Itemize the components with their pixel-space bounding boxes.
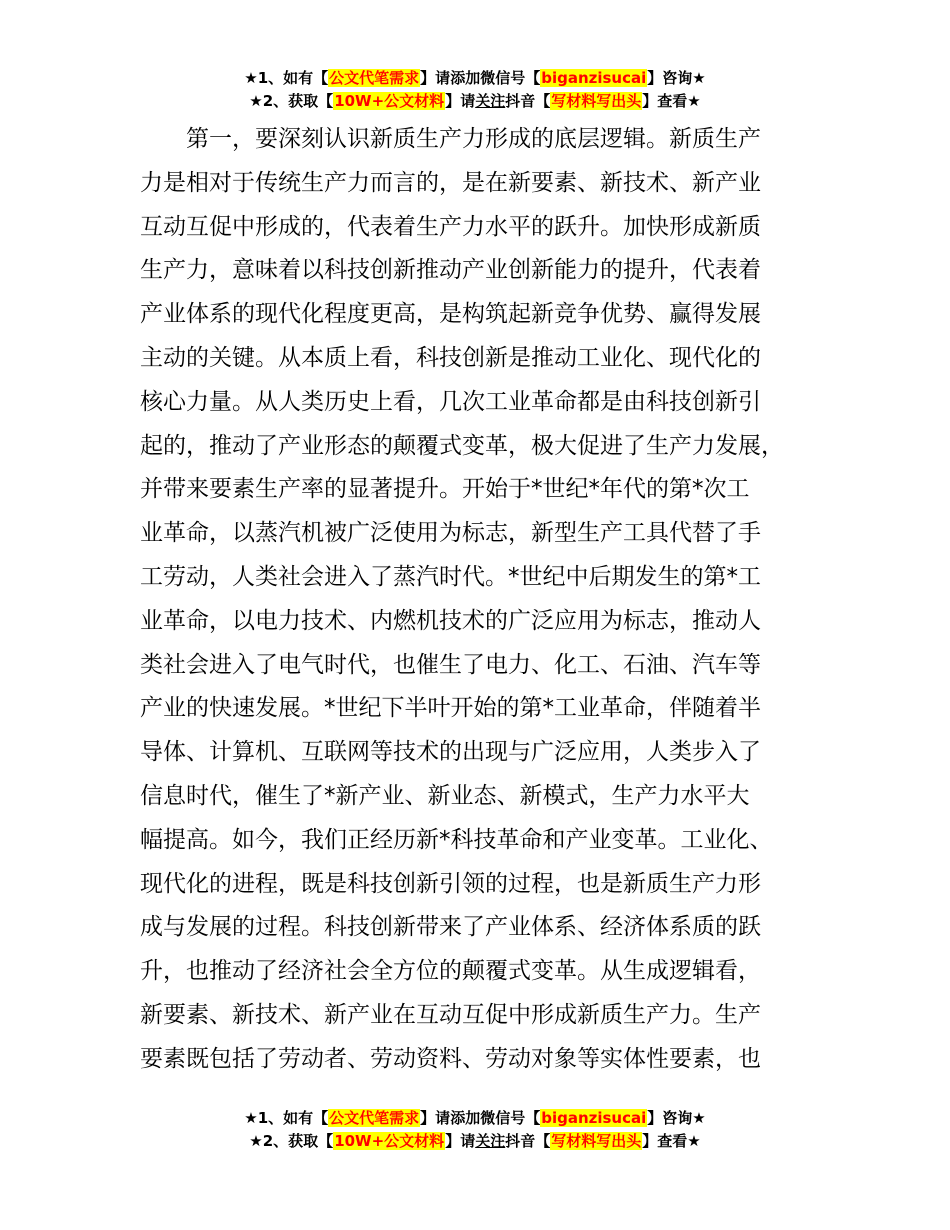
body-line: 产业体系的现代化程度更高，是构筑起新竞争优势、赢得发展 [140,301,761,328]
body-line: 类社会进入了电气时代，也催生了电力、化工、石油、汽车等 [140,651,761,678]
highlight-wechat-id: biganzisucai [541,1109,647,1127]
body-line: 新要素、新技术、新产业在互动互促中形成新质生产力。生产 [140,1001,761,1028]
header-line-2: ★2、获取【10W+公文材料】请关注抖音【写材料写出头】查看★ [249,92,701,110]
document-body [140,118,830,1082]
body-line: 产业的快速发展。*世纪下半叶开始的第*工业革命，伴随着半 [140,695,761,722]
highlight-materials: 10W+公文材料 [334,92,445,110]
body-line: 工劳动，人类社会进入了蒸汽时代。*世纪中后期发生的第*工 [140,563,761,590]
body-line: 升，也推动了经济社会全方位的颠覆式变革。从生成逻辑看， [140,958,761,985]
body-line: 业革命，以电力技术、内燃机技术的广泛应用为标志，推动人 [140,607,761,634]
highlight-douyin-account: 写材料写出头 [551,1132,642,1150]
body-line: 成与发展的过程。科技创新带来了产业体系、经济体系质的跃 [140,914,761,941]
body-line: 互动互促中形成的，代表着生产力水平的跃升。加快形成新质 [140,213,761,240]
body-line: 幅提高。如今，我们正经历新*科技革命和产业变革。工业化、 [140,826,773,853]
body-line: 起的，推动了产业形态的颠覆式变革，极大促进了生产力发展， [140,432,784,459]
footer-line-2: ★2、获取【10W+公文材料】请关注抖音【写材料写出头】查看★ [249,1132,701,1150]
body-line: 核心力量。从人类历史上看，几次工业革命都是由科技创新引 [140,388,761,415]
body-line: 现代化的进程，既是科技创新引领的过程，也是新质生产力形 [140,870,761,897]
body-line: 并带来要素生产率的显著提升。开始于*世纪*年代的第*次工 [140,476,750,503]
body-line: 要素既包括了劳动者、劳动资料、劳动对象等实体性要素，也 [140,1045,761,1072]
body-line: 力是相对于传统生产力而言的，是在新要素、新技术、新产业 [140,169,761,196]
highlight-materials: 10W+公文材料 [334,1132,445,1150]
highlight-wechat-id: biganzisucai [541,69,647,87]
highlight-douyin-account: 写材料写出头 [551,92,642,110]
body-line: 信息时代，催生了*新产业、新业态、新模式，生产力水平大 [140,782,750,809]
header-line-1: ★1、如有【公文代笔需求】请添加微信号【biganzisucai】咨询★ [244,69,706,87]
highlight-ghostwriting: 公文代笔需求 [329,1109,420,1127]
footer-banner [0,1107,950,1153]
body-line: 生产力，意味着以科技创新推动产业创新能力的提升，代表着 [140,257,761,284]
header-banner [0,67,950,113]
body-line: 第一，要深刻认识新质生产力形成的底层逻辑。新质生产 [140,126,761,152]
footer-line-1: ★1、如有【公文代笔需求】请添加微信号【biganzisucai】咨询★ [244,1109,706,1127]
highlight-ghostwriting: 公文代笔需求 [329,69,420,87]
body-line: 业革命，以蒸汽机被广泛使用为标志，新型生产工具代替了手 [140,520,761,547]
body-line: 主动的关键。从本质上看，科技创新是推动工业化、现代化的 [140,344,761,371]
body-line: 导体、计算机、互联网等技术的出现与广泛应用，人类步入了 [140,739,761,766]
